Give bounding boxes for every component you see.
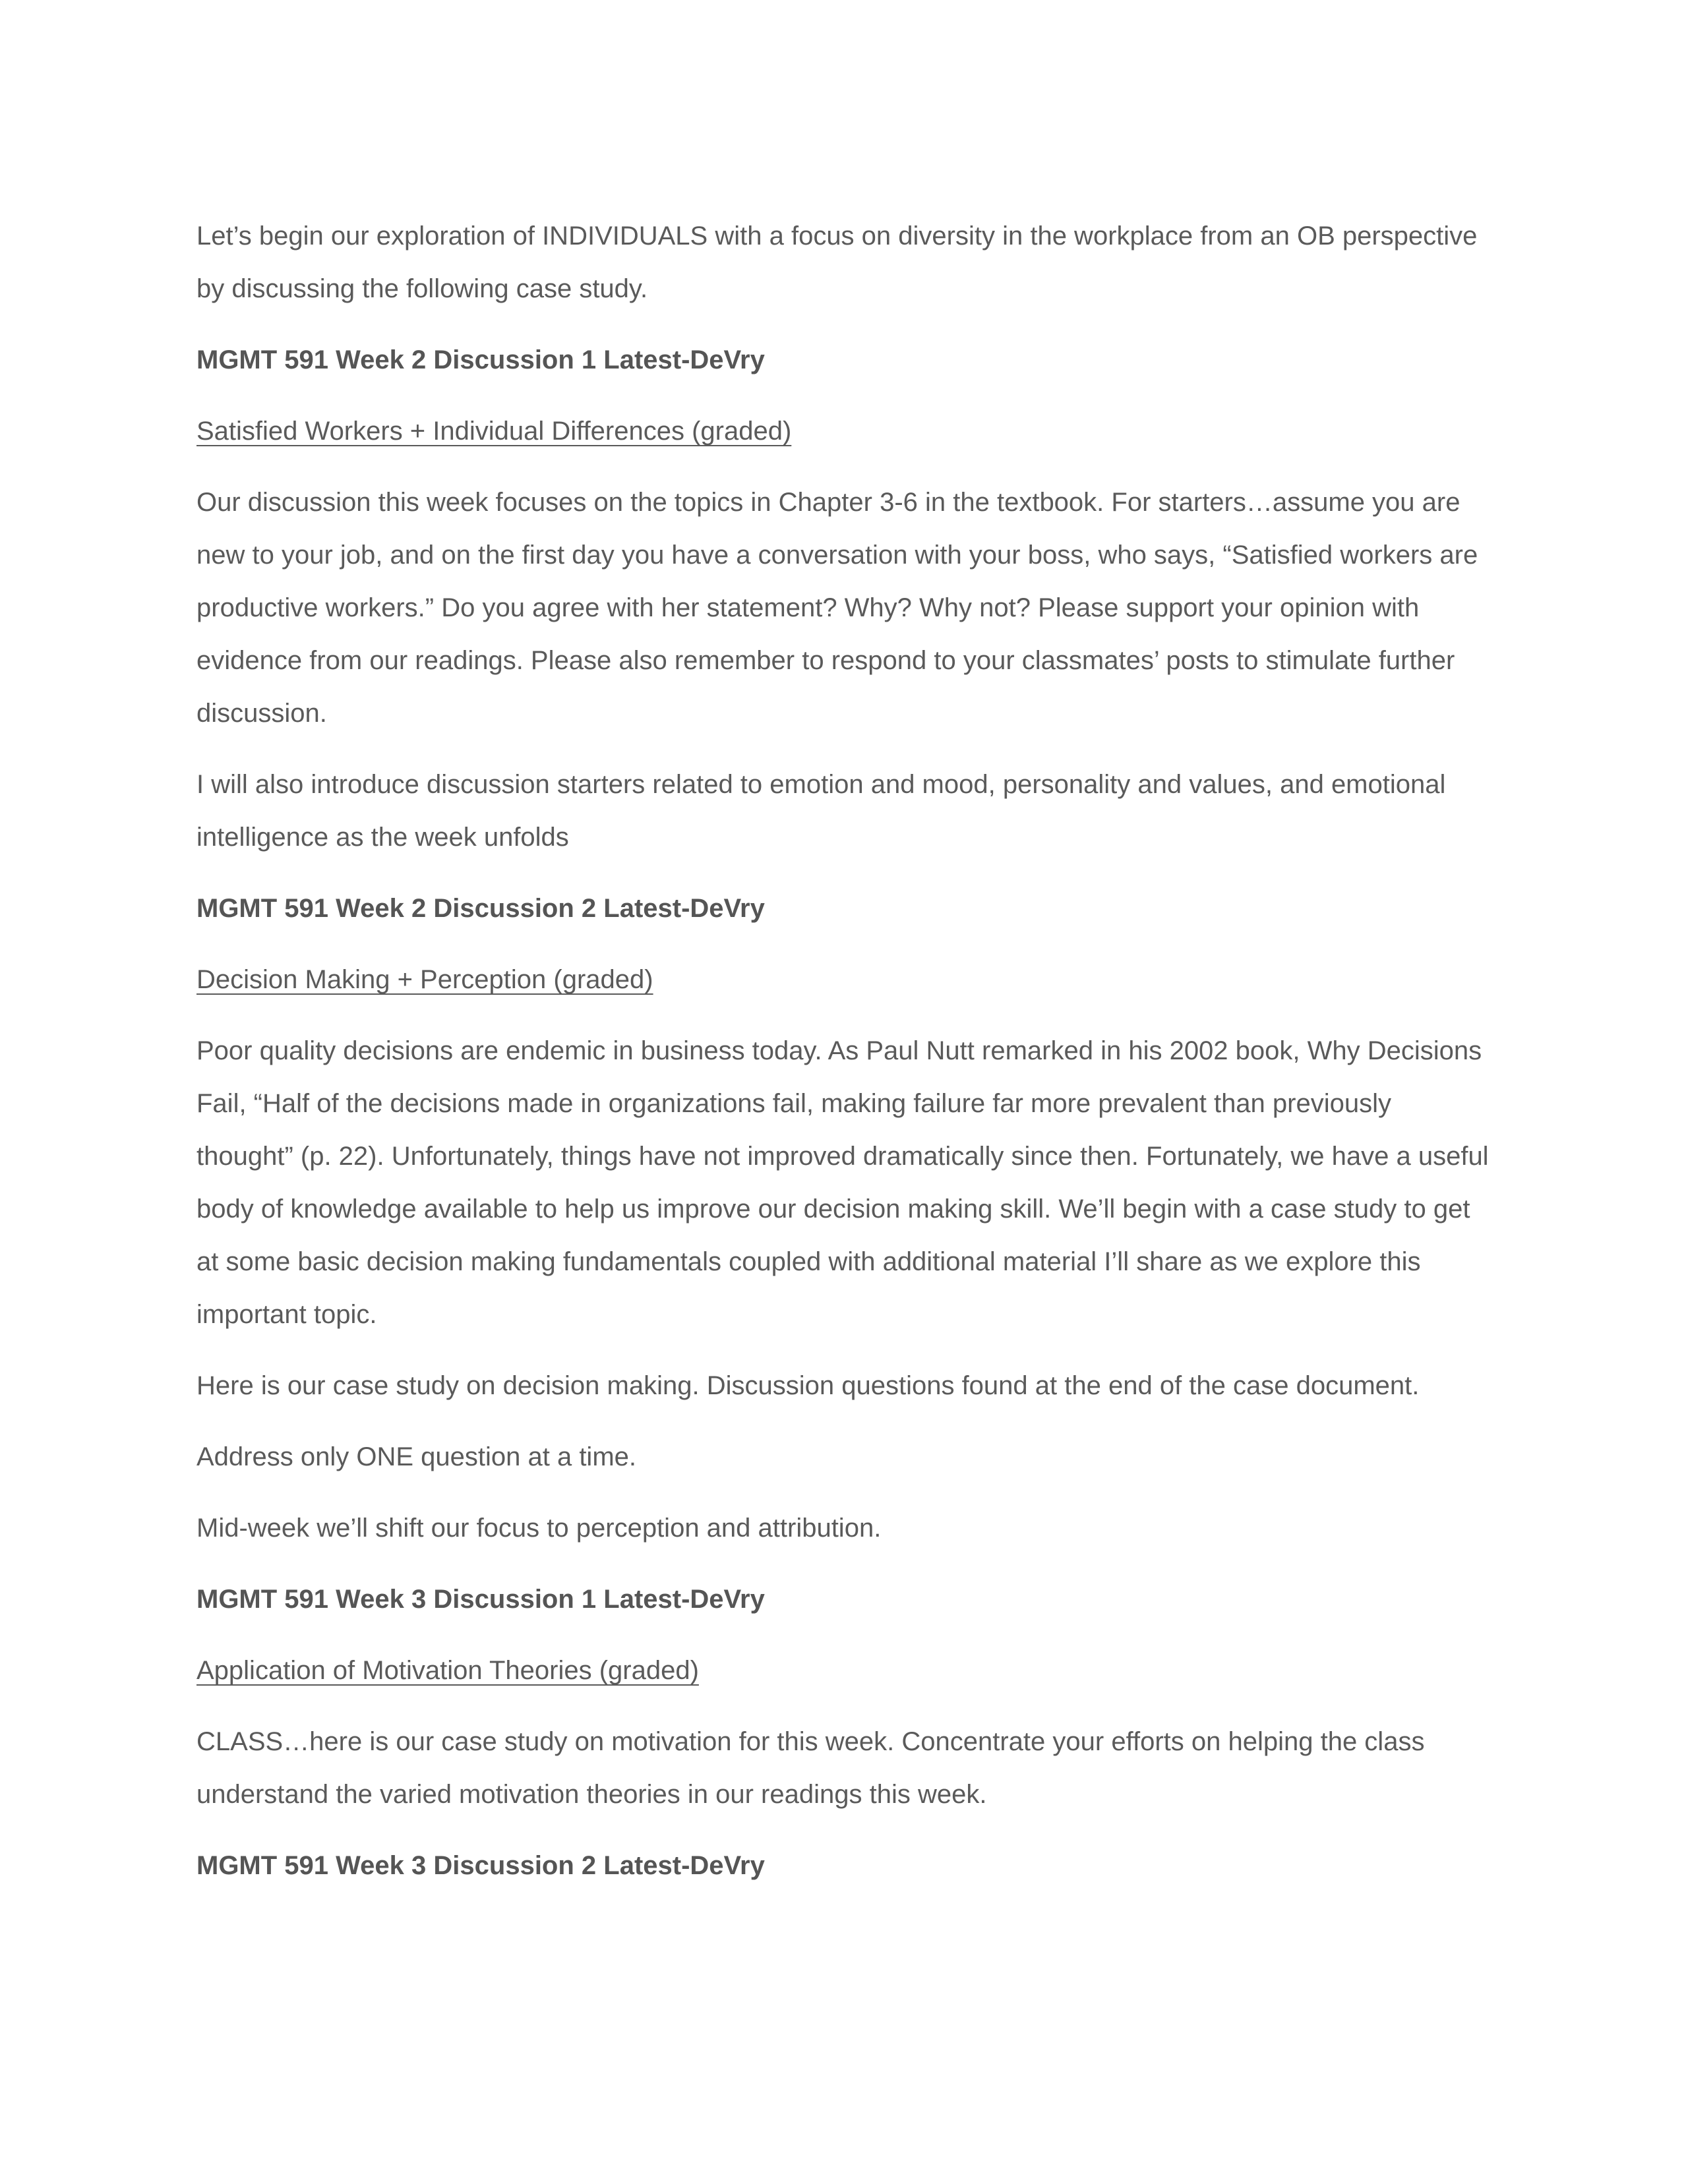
section-subheading-w2d1: Satisfied Workers + Individual Differences (graded) (196, 417, 792, 446)
body-paragraph: Poor quality decisions are endemic in business today. As Paul Nutt remarked in his 2002 book, Why Decisions Fail, “Half of the decisions made in organizations fail, making failure far more prevalent than previously thought” (p. 22). Unfortunately, things have not improved dramatically since then. Fortunately, we have a useful body of knowledge available to help us improve our decision making skill. We’ll begin with a case study to get at some basic decision making fundamentals coupled with additional material I’ll share as we explore this important topic. (196, 1036, 1489, 1329)
body-paragraph: Mid-week we’ll shift our focus to perception and attribution. (196, 1514, 882, 1543)
body-paragraph: CLASS…here is our case study on motivation for this week. Concentrate your efforts on helping the class understand the varied motivation theories in our readings this week. (196, 1727, 1425, 1809)
body-paragraph: Here is our case study on decision making. Discussion questions found at the end of the case document. (196, 1371, 1420, 1400)
section-subheading-w3d1: Application of Motivation Theories (graded) (196, 1656, 699, 1685)
section-heading-w2d2: MGMT 591 Week 2 Discussion 2 Latest-DeVry (196, 894, 765, 923)
body-paragraph: Address only ONE question at a time. (196, 1442, 636, 1471)
section-heading-w3d2: MGMT 591 Week 3 Discussion 2 Latest-DeVry (196, 1851, 765, 1880)
section-heading-w2d1: MGMT 591 Week 2 Discussion 1 Latest-DeVry (196, 345, 765, 374)
body-paragraph: I will also introduce discussion starters related to emotion and mood, personality and values, and emotional intelligence as the week unfolds (196, 770, 1446, 852)
section-subheading-w2d2: Decision Making + Perception (graded) (196, 965, 653, 994)
intro-paragraph: Let’s begin our exploration of INDIVIDUALS with a focus on diversity in the workplace from an OB perspective by discussing the following case study. (196, 221, 1478, 303)
document-body (196, 210, 1489, 1910)
body-paragraph: Our discussion this week focuses on the topics in Chapter 3-6 in the textbook. For starters…assume you are new to your job, and on the first day you have a conversation with your boss, who says, “Satisfied workers are productive workers.” Do you agree with her statement? Why? Why not? Please support your opinion with evidence from our readings. Please also remember to respond to your classmates’ posts to stimulate further discussion. (196, 488, 1478, 728)
section-heading-w3d1: MGMT 591 Week 3 Discussion 1 Latest-DeVry (196, 1585, 765, 1614)
